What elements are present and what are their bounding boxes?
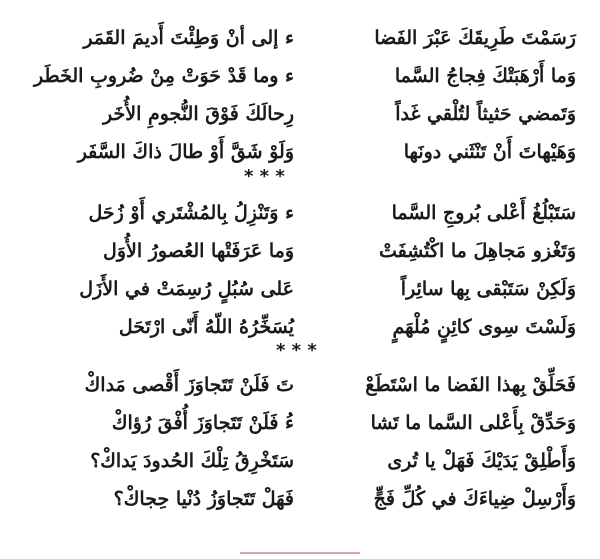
verse-right: وَتَمضي حَثيثاً لتُلْقي غَداً (395, 103, 576, 125)
verse-left: تَ فَلَنْ تَتَجاوَزَ أَقْصى مَداكْ (84, 374, 294, 396)
verse-right: وَلَكِنْ سَتَبْقى بِها سائِراً (400, 278, 576, 300)
verse-left: عَلى سُبُلٍ رُسِمَتْ في الأَزَل (79, 278, 294, 300)
verse-left: وَلَوْ شَقَّ أَوْ طالَ ذاكَ السَّفَر (77, 141, 294, 163)
verse-right: وَأَرْسِلْ ضِياءَكَ في كُلِّ فَجٍّ (373, 488, 576, 510)
verse-left: يُسَخِّرُهُ اللّهُ أَنّى ارْتَحَل (118, 316, 294, 338)
verse-right: سَتَبْلُغُ أَعْلى بُروجِ السَّما (391, 202, 576, 224)
verse-left: ءُ فَلَنْ تَتَجاوَزَ أُفْقَ رُؤاكْ (111, 412, 294, 434)
verse-left: رِحالَكَ فَوْقَ النُّجومِ الأُخَر (103, 103, 294, 125)
stanza-separator: * * * (244, 166, 285, 187)
verse-right: وَما أَرْهَبَتْكَ فِجاجُ السَّما (394, 65, 576, 87)
verse-left: ء وَتَنْزِلُ بِالمُشْتَري أَوْ زُحَل (88, 202, 294, 224)
verse-right: وَأَطْلِقْ يَدَيْكَ فَهَلْ يا تُرى (387, 450, 576, 472)
verse-left: ء وما قَدْ حَوَتْ مِنْ ضُروبِ الخَطَر (34, 65, 294, 87)
stanza-separator: * * * (276, 340, 317, 361)
verse-left: ء إلى أنْ وَطِئْتَ أَديمَ القَمَر (83, 27, 294, 49)
verse-left: سَتَخْرِقُ تِلْكَ الحُدودَ يَداكْ؟ (90, 450, 294, 472)
verse-right: فَحَلِّقْ بِهذا الفَضا ما اسْتَطَعْ (365, 374, 576, 396)
verse-right: وَهَيْهاتَ أَنْ تَنْثَني دونَها (403, 141, 576, 163)
verse-right: وَحَدِّقْ بِأَعْلى السَّما ما تَشا (370, 412, 576, 434)
verse-right: رَسَمْتَ طَرِيقَكَ عَبْرَ الفَضا (374, 27, 576, 49)
verse-right: وَتَغْزو مَجاهِلَ ما اكْتُشِفَتْ (378, 240, 576, 262)
verse-right: وَلَسْتَ سِوى كائِنٍ مُلْهَمٍ (392, 316, 576, 338)
bottom-divider (240, 552, 360, 554)
verse-left: فَهَلْ تَتَجاوَزُ دُنْيا حِجاكْ؟ (113, 488, 294, 510)
verse-left: وَما عَرَفَتْها العُصورُ الأُوَل (103, 240, 294, 262)
